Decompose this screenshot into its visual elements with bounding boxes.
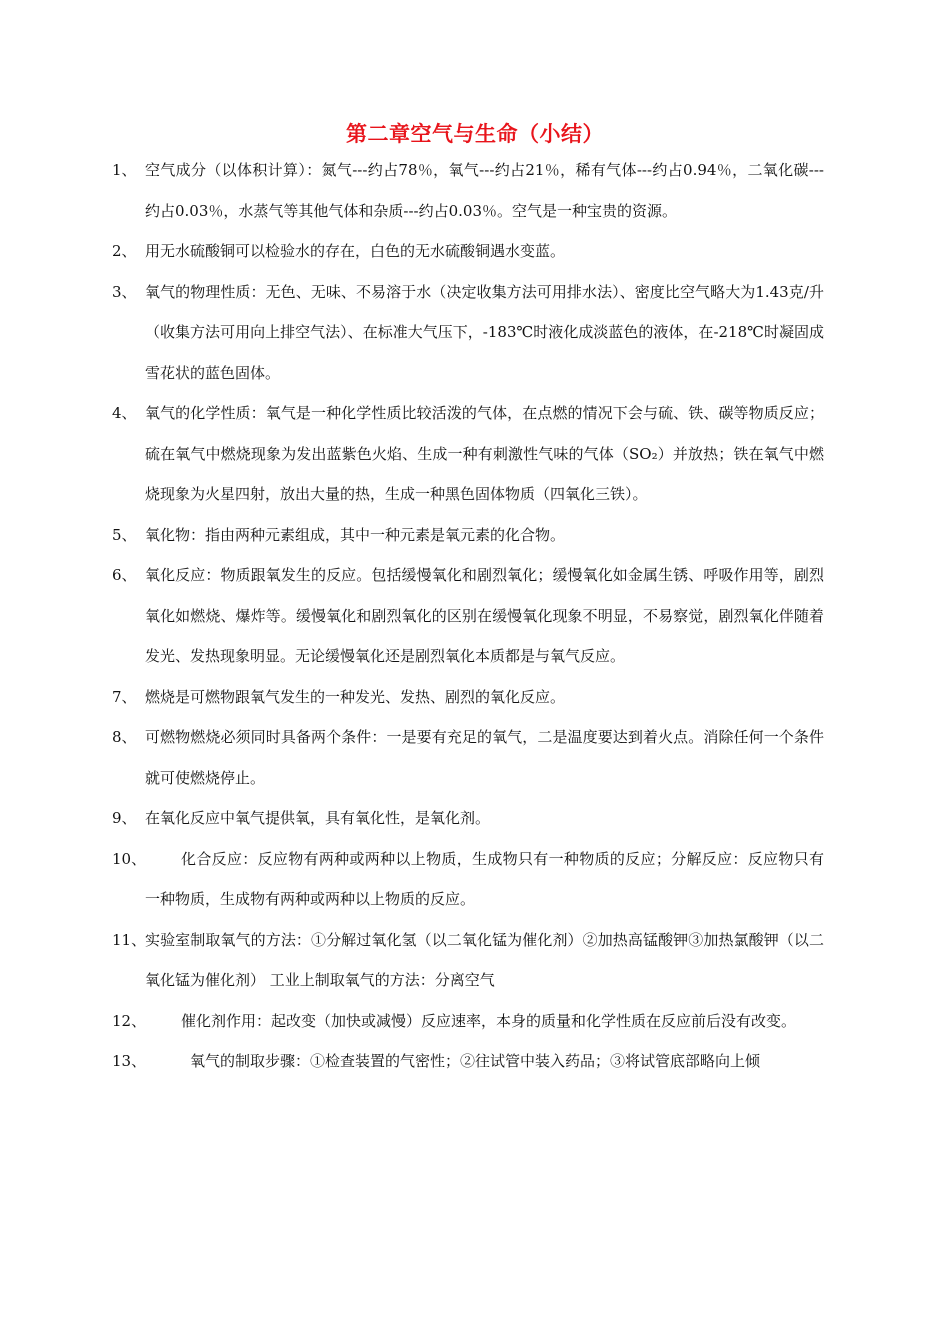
item-text: 可燃物燃烧必须同时具备两个条件：一是要有充足的氧气，二是温度要达到着火点。消除任何一个条件就可使燃烧停止。: [145, 728, 824, 787]
item-number: 3、: [112, 282, 137, 301]
list-item: [112, 717, 824, 798]
item-number: 2、: [112, 242, 137, 260]
item-text: 氧化物：指由两种元素组成，其中一种元素是氧元素的化合物。: [145, 525, 566, 544]
item-text: 燃烧是可燃物跟氧气发生的一种发光、发热、剧烈的氧化反应。: [145, 687, 566, 706]
page-title: 第二章空气与生命（小结）: [346, 121, 604, 146]
list-item: [112, 839, 824, 920]
item-text: 氧气的化学性质：氧气是一种化学性质比较活泼的气体，在点燃的情况下会与硫、铁、碳等物质反应；硫在氧气中燃烧现象为发出蓝紫色火焰、生成一种有刺激性气味的气体（SO₂）并放热；铁在氧气中燃烧现象为火星四射，放出大量的热，生成一种黑色固体物质（四氧化三铁）。: [145, 404, 824, 503]
item-number: 9、: [112, 809, 137, 827]
item-text: 氧气的物理性质：无色、无味、不易溶于水（决定收集方法可用排水法）、密度比空气略大为1.43克/升（收集方法可用向上排空气法）、在标准大气压下，-183℃时液化成淡蓝色的液体，在-218℃时凝固成雪花状的蓝色固体。: [145, 282, 824, 382]
item-text: 在氧化反应中氧气提供氧，具有氧化性，是氧化剂。: [145, 809, 491, 827]
item-text: 空气成分（以体积计算）：氮气---约占78％，氧气---约占21％，稀有气体---约占0.94％，二氧化碳---约占0.03％，水蒸气等其他气体和杂质---约占0.03％。空气是一种宝贵的资源。: [145, 161, 824, 220]
item-number: 12、: [112, 1011, 147, 1030]
summary-list: [112, 150, 824, 1082]
list-item: [112, 920, 824, 1001]
item-number: 11、: [112, 930, 147, 949]
list-item: [112, 272, 824, 394]
list-item: [112, 150, 824, 231]
item-number: 1、: [112, 161, 137, 179]
item-text: 用无水硫酸铜可以检验水的存在，白色的无水硫酸铜遇水变蓝。: [145, 242, 566, 260]
item-number: 6、: [112, 566, 137, 584]
item-number: 4、: [112, 404, 137, 422]
item-text: 氧气的制取步骤：①检查装置的气密性；②往试管中装入药品；③将试管底部略向上倾: [190, 1052, 761, 1070]
list-item: [112, 677, 824, 718]
item-number: 7、: [112, 687, 137, 706]
item-number: 5、: [112, 525, 137, 544]
list-item: [112, 231, 824, 272]
item-number: 13、: [112, 1052, 147, 1070]
item-text: 催化剂作用：起改变（加快或减慢）反应速率，本身的质量和化学性质在反应前后没有改变。: [181, 1011, 797, 1030]
item-number: 10、: [112, 849, 147, 868]
list-item: [112, 1001, 824, 1042]
list-item: [112, 515, 824, 556]
item-text: 实验室制取氧气的方法：①分解过氧化氢（以二氧化锰为催化剂）②加热高锰酸钾③加热氯酸钾（以二氧化锰为催化剂） 工业上制取氧气的方法：分离空气: [145, 930, 824, 989]
item-text: 化合反应：反应物有两种或两种以上物质，生成物只有一种物质的反应；分解反应：反应物只有一种物质，生成物有两种或两种以上物质的反应。: [145, 849, 824, 908]
list-item: [112, 393, 824, 515]
list-item: [112, 1041, 824, 1082]
item-number: 8、: [112, 728, 137, 746]
list-item: [112, 798, 824, 839]
list-item: [112, 555, 824, 677]
item-text: 氧化反应：物质跟氧发生的反应。包括缓慢氧化和剧烈氧化；缓慢氧化如金属生锈、呼吸作用等，剧烈氧化如燃烧、爆炸等。缓慢氧化和剧烈氧化的区别在缓慢氧化现象不明显，不易察觉，剧烈氧化伴随着发光、发热现象明显。无论缓慢氧化还是剧烈氧化本质都是与氧气反应。: [145, 566, 824, 665]
